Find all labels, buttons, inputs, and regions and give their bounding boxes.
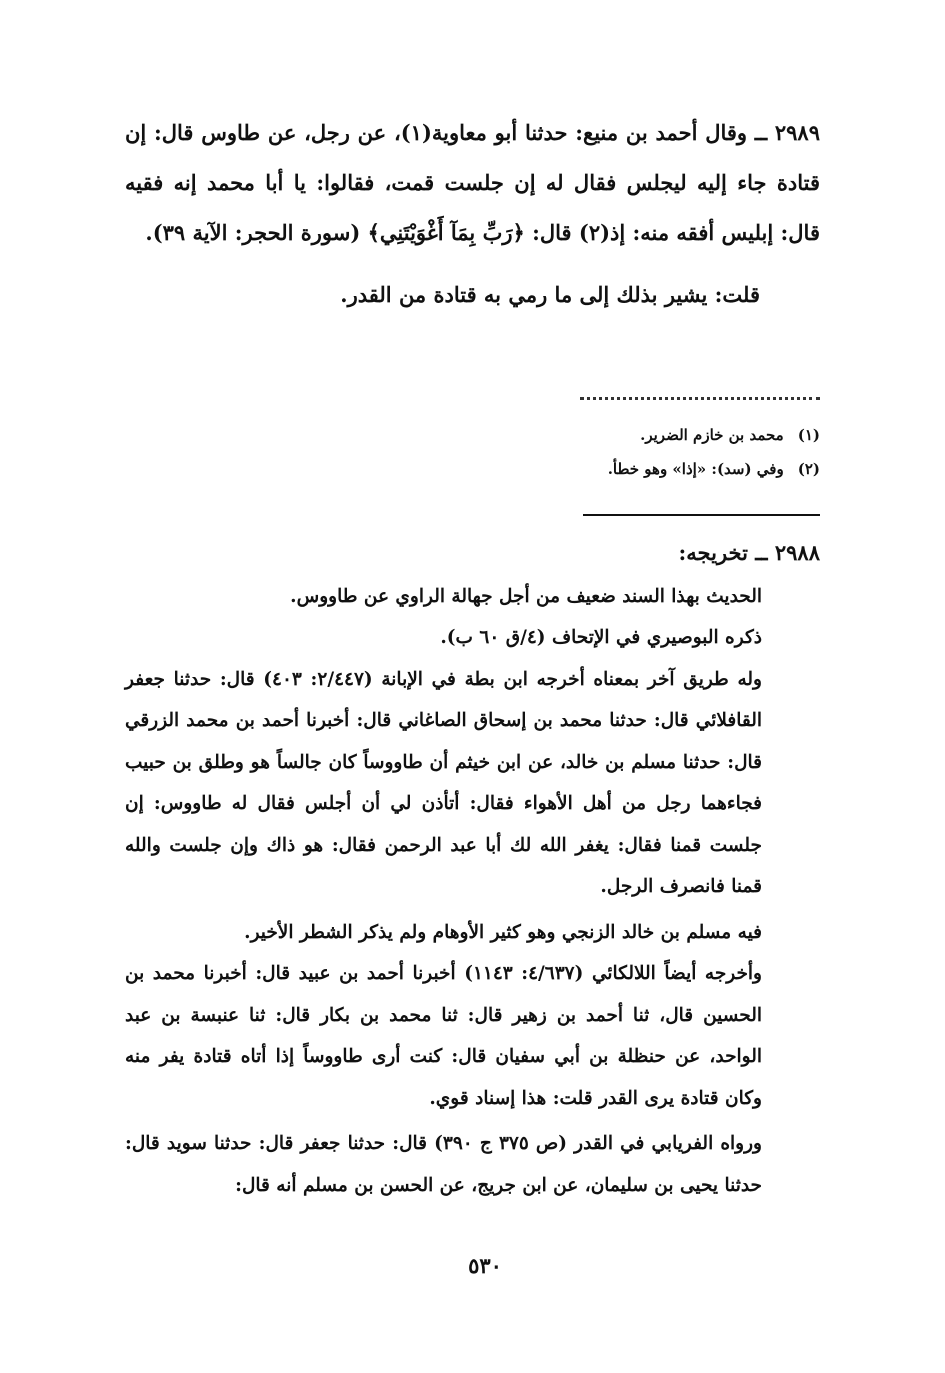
footnotes (125, 418, 820, 486)
section-separator (583, 514, 820, 516)
footnote-number: (١) (797, 426, 820, 444)
footnote-separator (580, 397, 820, 400)
footnote-item (125, 452, 820, 486)
footnote-text: محمد بن خازم الضرير. (640, 426, 784, 444)
hadith-text (125, 108, 820, 320)
takhrij-paragraph: وله طريق آخر بمعناه أخرجه ابن بطة في الإبانة (٢/٤٤٧: ٤٠٣) قال: حدثنا جعفر القافلائي قال: حدثنا محمد بن إسحاق الصاغاني قال: أخبرنا أحمد بن محمد الزرقي قال: حدثنا مسلم بن خالد، عن ابن خيثم أن طاووساً كان جالساً هو وطلق بن حبيب فجاءهما رجل من أهل الأهواء فقال: أتأذن لي أن أجلس فقال له طاووس: إن جلست قمنا فقال: يغفر الله لك أبا عبد الرحمن فقال: هو ذاك وإن جلست والله قمنا فانصرف الرجل. (125, 668, 762, 897)
takhrij-section (125, 532, 820, 1206)
takhrij-paragraph: فيه مسلم بن خالد الزنجي وهو كثير الأوهام ولم يذكر الشطر الأخير. (244, 921, 762, 943)
takhrij-paragraph: وأخرجه أيضاً اللالكائي (٤/٦٣٧: ١١٤٣) أخبرنا أحمد بن عبيد قال: أخبرنا محمد بن الحسين قال، ثنا أحمد بن زهير قال: ثنا محمد بن بكار قال: ثنا عنبسة بن عبد الواحد، عن حنظلة بن أبي سفيان قال: كنت أرى طاووساً إذا أتاه قتادة يفر منه وكان قتادة يرى القدر قلت: هذا إسناد قوي. (125, 963, 762, 1109)
page-number: ٥٣٠ (468, 1253, 502, 1278)
footnote-item (125, 418, 820, 452)
takhrij-paragraph: ورواه الفريابي في القدر (ص ٣٧٥ ج ٣٩٠) قال: حدثنا جعفر قال: حدثنا سويد قال: حدثنا يحيى بن سليمان، عن ابن جريج، عن الحسن بن مسلم أنه قال: (125, 1133, 762, 1196)
hadith-paragraph: ٢٩٨٩ ــ وقال أحمد بن منيع: حدثنا أبو معاوية(١)، عن رجل، عن طاوس قال: إن قتادة جاء إليه ليجلس فقال له إن جلست قمت، فقالوا: يا أبا محمد إنه فقيه قال: إبليس أفقه منه: إذ(٢) قال: ﴿رَبِّ بِمَآ أَغْوَيْتَنِي﴾ (سورة الحجر: الآية ٣٩). (125, 120, 820, 245)
footnote-text: وفي (سد): «إذا» وهو خطأ. (607, 460, 784, 478)
takhrij-paragraph: الحديث بهذا السند ضعيف من أجل جهالة الراوي عن طاووس. (290, 585, 762, 607)
takhrij-paragraph: ذكره البوصيري في الإتحاف (٤/ق ٦٠ ب). (440, 627, 762, 648)
author-remark: قلت: يشير بذلك إلى ما رمي به قتادة من القدر. (340, 282, 760, 307)
footnote-number: (٢) (797, 460, 820, 478)
takhrij-heading: ٢٩٨٨ ــ تخريجه: (678, 540, 820, 565)
